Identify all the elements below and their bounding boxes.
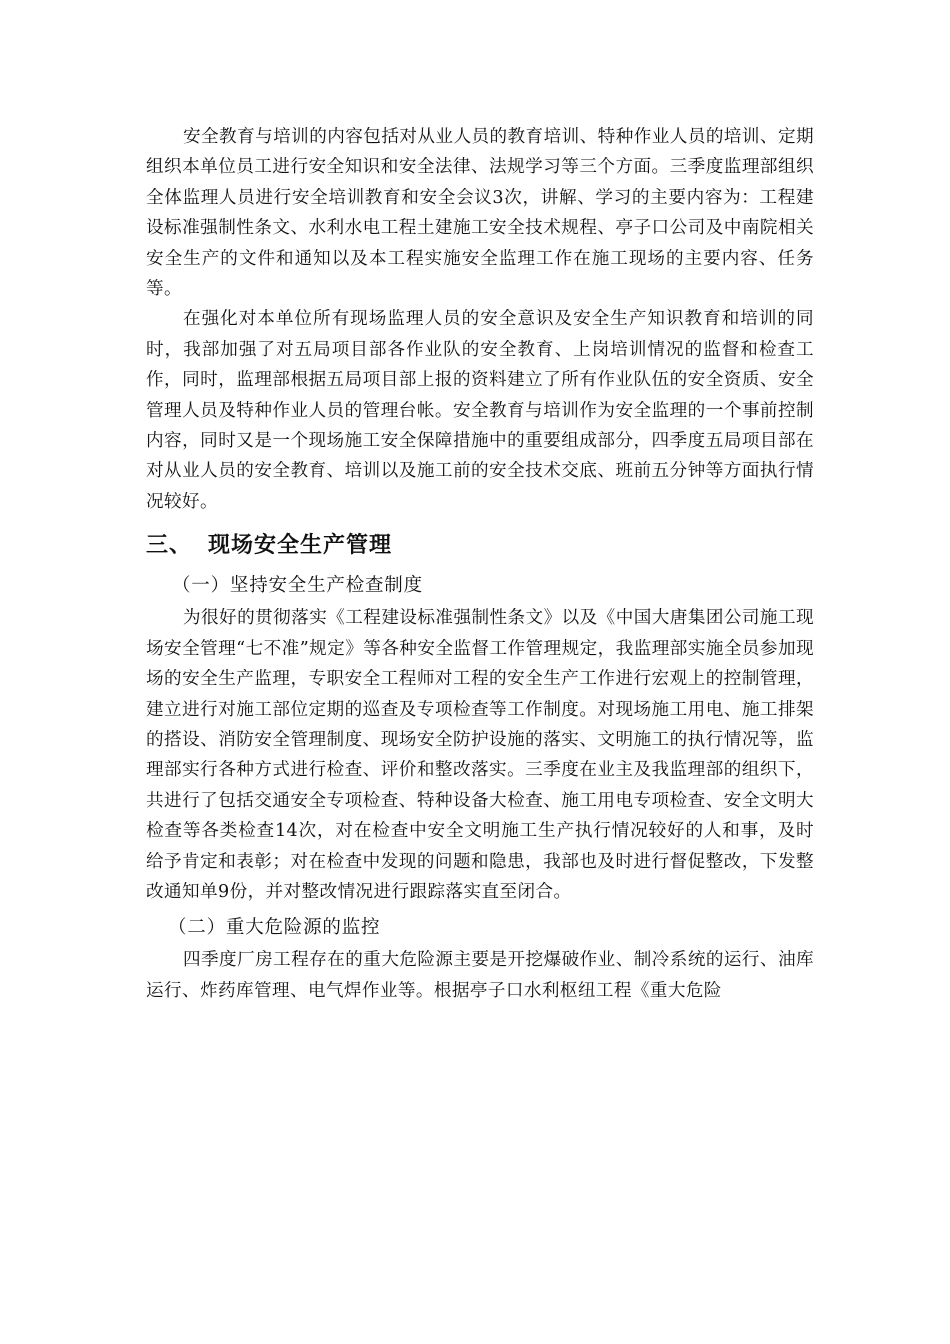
section-heading xyxy=(146,527,814,565)
document-body xyxy=(146,122,814,1006)
subsection-heading-inspection: （一）坚持安全生产检查制度 xyxy=(172,575,423,597)
paragraph-hazard-sources xyxy=(146,945,814,1006)
section-number: 三、 xyxy=(146,533,193,559)
paragraph-text: 安全教育与培训的内容包括对从业人员的教育培训、特种作业人员的培训、定期组织本单位员工进行安全知识和安全法律、法规学习等三个方面。三季度监理部组织全体监理人员进行安全培训教育和安全会议3次，讲解、学习的主要内容为：工程建设标准强制性条文、水利水电工程土建施工安全技术规程、亭子口公司及中南院相关安全生产的文件和通知以及本工程实施安全监理工作在施工现场的主要内容、任务等。 xyxy=(146,127,814,300)
paragraph-safety-training xyxy=(146,122,814,304)
subsection-heading-hazard: （二）重大危险源的监控 xyxy=(168,917,381,939)
paragraph-text: 四季度厂房工程存在的重大危险源主要是开挖爆破作业、制冷系统的运行、油库运行、炸药库管理、电气焊作业等。根据亭子口水利枢纽工程《重大危险 xyxy=(146,950,814,1001)
paragraph-text: 为很好的贯彻落实《工程建设标准强制性条文》以及《中国大唐集团公司施工现场安全管理“七不准”规定》等各种安全监督工作管理规定，我监理部实施全员参加现场的安全生产监理，专职安全工程师对工程的安全生产工作进行宏观上的控制管理，建立进行对施工部位定期的巡查及专项检查等工作制度。对现场施工用电、施工排架的搭设、消防安全管理制度、现场安全防护设施的落实、文明施工的执行情况等，监理部实行各种方式进行检查、评价和整改落实。三季度在业主及我监理部的组织下，共进行了包括交通安全专项检查、特种设备大检查、施工用电专项检查、安全文明大检查等各类检查14次，对在检查中安全文明施工生产执行情况较好的人和事，及时给予肯定和表彰；对在检查中发现的问题和隐患，我部也及时进行督促整改，下发整改通知单9份，并对整改情况进行跟踪落实直至闭合。 xyxy=(146,608,814,902)
paragraph-text: 在强化对本单位所有现场监理人员的安全意识及安全生产知识教育和培训的同时，我部加强了对五局项目部各作业队的安全教育、上岗培训情况的监督和检查工作，同时，监理部根据五局项目部上报的资料建立了所有作业队伍的安全资质、安全管理人员及特种作业人员的管理台帐。安全教育与培训作为安全监理的一个事前控制内容，同时又是一个现场施工安全保障措施中的重要组成部分，四季度五局项目部在对从业人员的安全教育、培训以及施工前的安全技术交底、班前五分钟等方面执行情况较好。 xyxy=(146,309,814,512)
paragraph-training-supervision xyxy=(146,304,814,517)
paragraph-inspection-system xyxy=(146,603,814,907)
section-title: 现场安全生产管理 xyxy=(208,533,393,559)
